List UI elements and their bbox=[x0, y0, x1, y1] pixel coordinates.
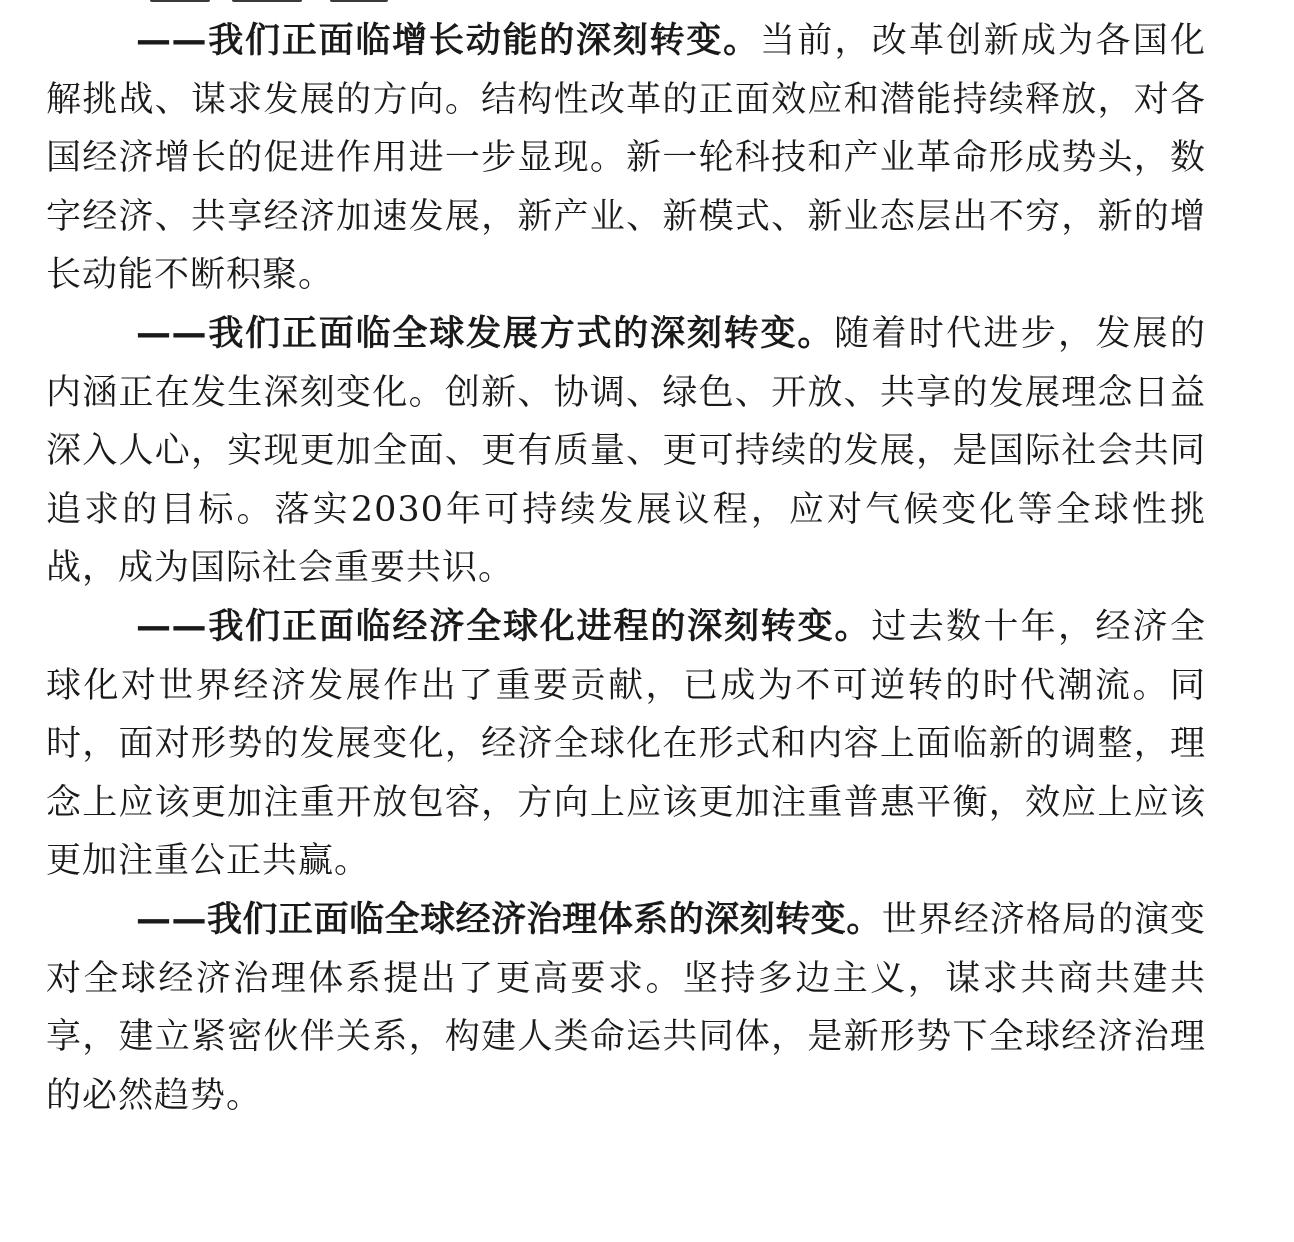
previous-line-fragment bbox=[0, 0, 1294, 6]
paragraph-lead: ——我们正面临经济全球化进程的深刻转变。 bbox=[136, 606, 872, 647]
document-body bbox=[46, 12, 1206, 1125]
paragraph-globalization bbox=[46, 598, 1206, 891]
paragraph-lead: ——我们正面临全球经济治理体系的深刻转变。 bbox=[136, 899, 882, 940]
paragraph-lead: ——我们正面临增长动能的深刻转变。 bbox=[136, 21, 760, 61]
paragraph-development-mode bbox=[46, 305, 1206, 598]
paragraph-text: 随着时代进步，发展的内涵正在发生深刻变化。创新、协调、绿色、开放、共享的发展理念日益深入人心，实现更加全面、更有质量、更可持续的发展，是国际社会共同追求的目标。落实2030年可持续发展议程，应对气候变化等全球性挑战，成为国际社会重要共识。 bbox=[46, 313, 1206, 589]
paragraph-lead: ——我们正面临全球发展方式的深刻转变。 bbox=[136, 313, 835, 354]
paragraph-text: 世界经济格局的演变对全球经济治理体系提出了更高要求。坚持多边主义，谋求共商共建共享，建立紧密伙伴关系，构建人类命运共同体，是新形势下全球经济治理的必然趋势。 bbox=[46, 899, 1206, 1116]
paragraph-text: 过去数十年，经济全球化对世界经济发展作出了重要贡献，已成为不可逆转的时代潮流。同时，面对形势的发展变化，经济全球化在形式和内容上面临新的调整，理念上应该更加注重开放包容，方向上应该更加注重普惠平衡，效应上应该更加注重公正共赢。 bbox=[46, 606, 1206, 882]
paragraph-growth-momentum bbox=[46, 12, 1206, 305]
paragraph-governance bbox=[46, 891, 1206, 1125]
paragraph-text: 当前，改革创新成为各国化解挑战、谋求发展的方向。结构性改革的正面效应和潜能持续释放，对各国经济增长的促进作用进一步显现。新一轮科技和产业革命形成势头，数字经济、共享经济加速发展，新产业、新模式、新业态层出不穷，新的增长动能不断积聚。 bbox=[46, 21, 1206, 296]
